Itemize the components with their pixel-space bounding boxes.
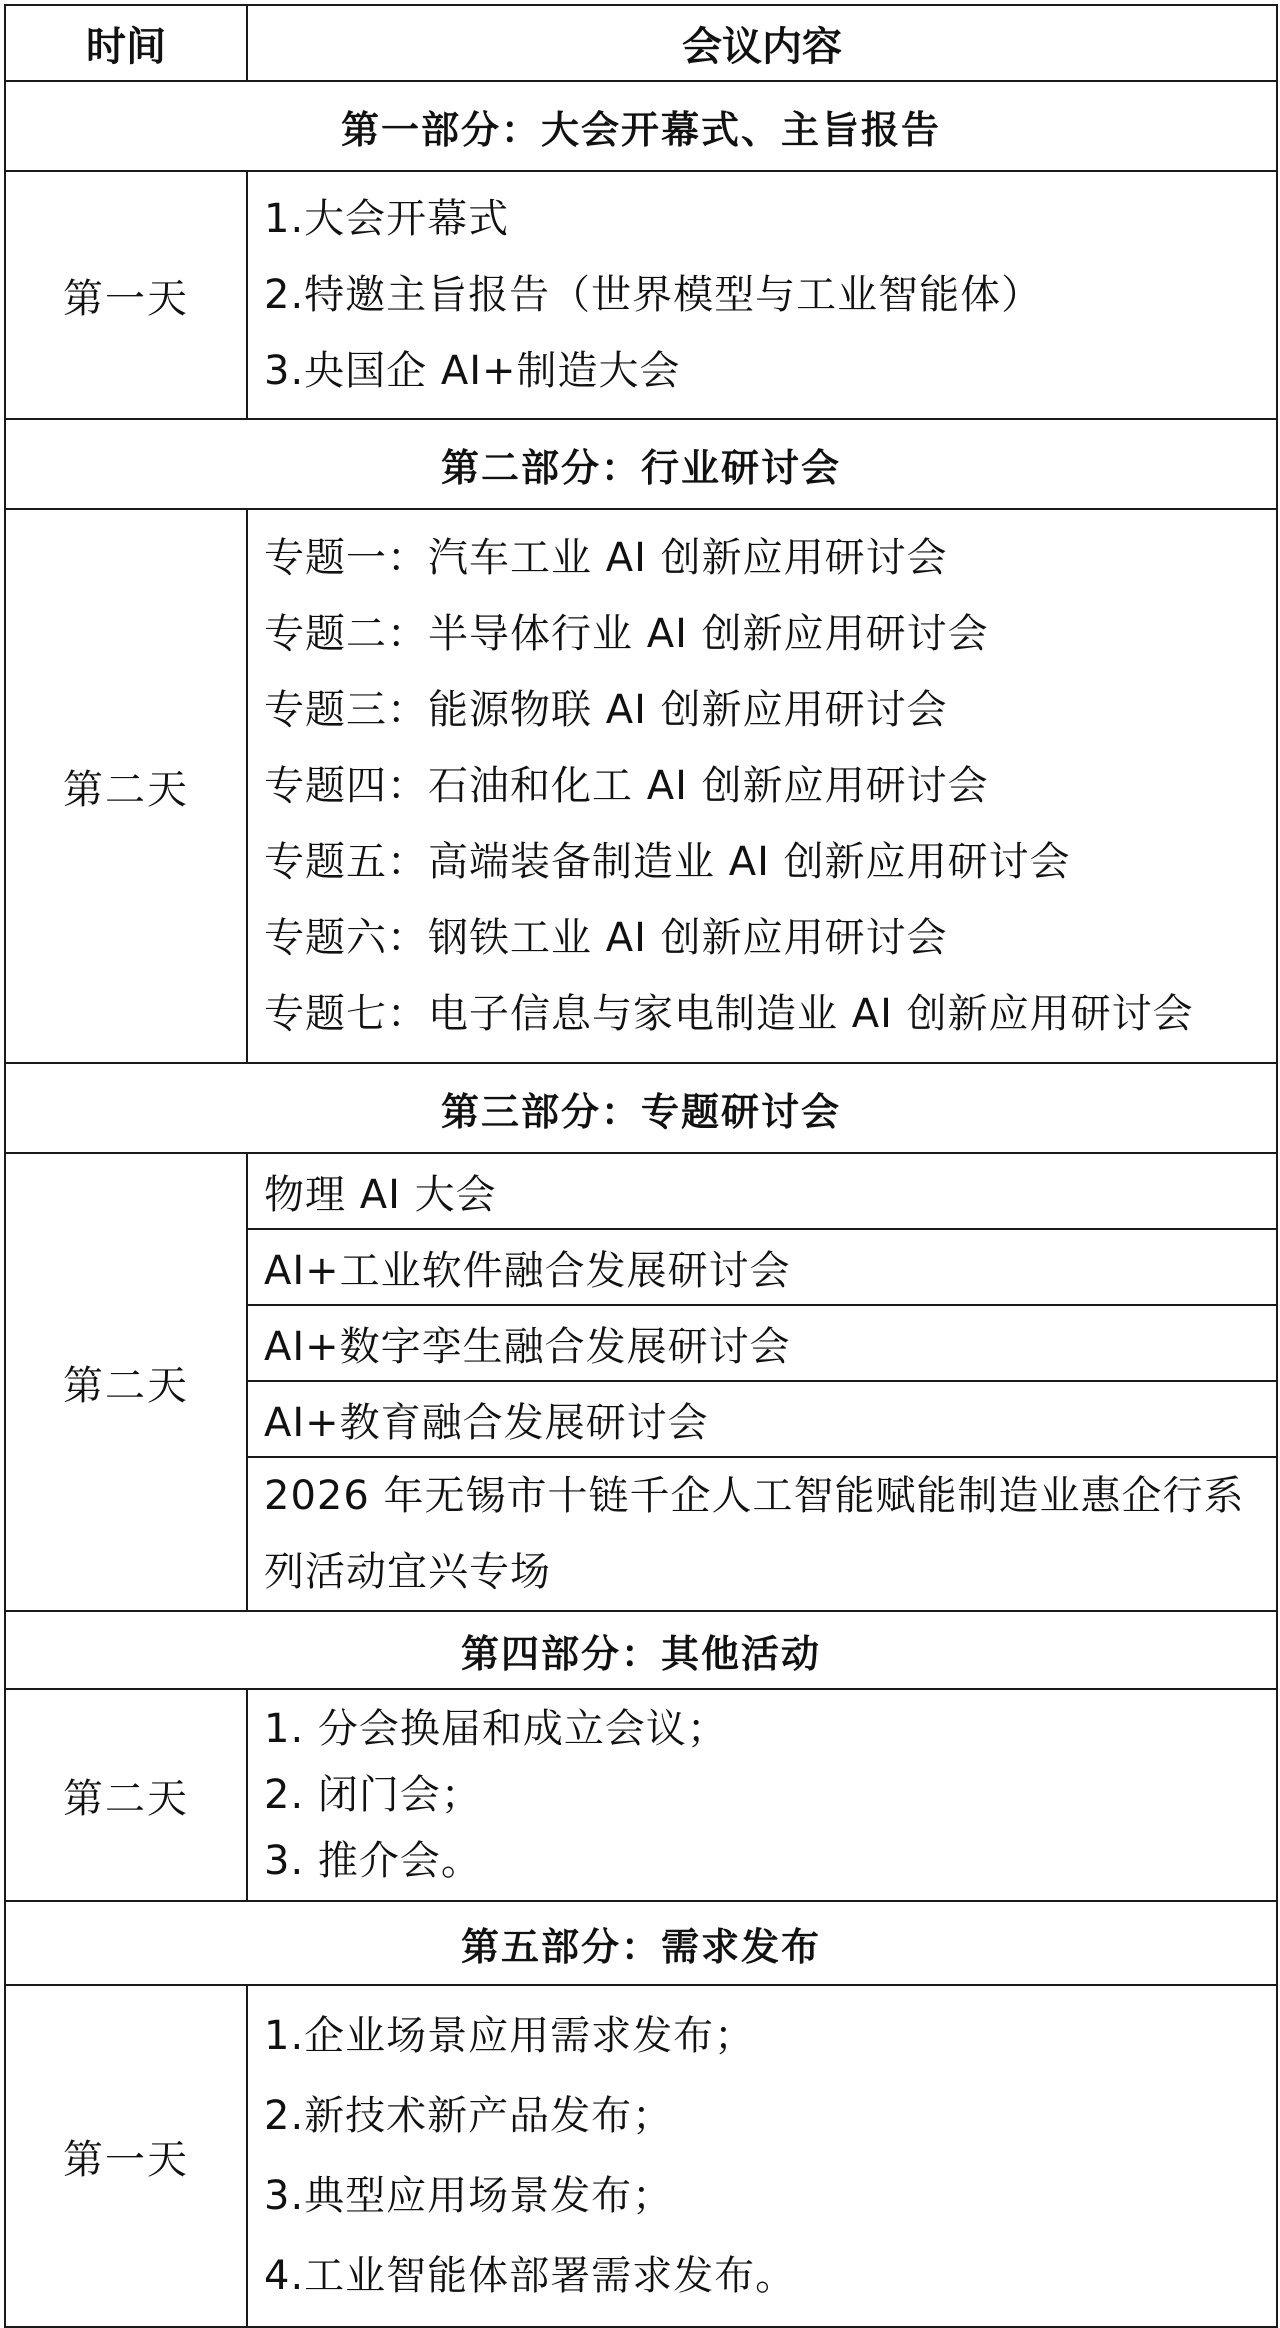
list-item: 物理 AI 大会	[247, 1153, 1277, 1229]
list-item: 1.大会开幕式	[264, 196, 510, 242]
list-item: 2.新技术新产品发布；	[264, 2093, 674, 2139]
section-row-part3	[5, 1063, 1277, 1153]
table-row	[5, 1153, 1277, 1229]
section-title: 第四部分：其他活动	[5, 1611, 1277, 1689]
section-row-part4	[5, 1611, 1277, 1689]
day-label: 第一天	[5, 171, 247, 419]
list-item: 1. 分会换届和成立会议；	[264, 1706, 728, 1752]
list-item: 专题三：能源物联 AI 创新应用研讨会	[264, 687, 948, 733]
agenda-items	[247, 171, 1277, 419]
table-row	[5, 509, 1277, 1063]
content-column-header: 会议内容	[247, 5, 1277, 81]
list-item: 专题五：高端装备制造业 AI 创新应用研讨会	[264, 839, 1071, 885]
time-column-header: 时间	[5, 5, 247, 81]
section-title: 第三部分：专题研讨会	[5, 1063, 1277, 1153]
list-item: 专题四：石油和化工 AI 创新应用研讨会	[264, 763, 989, 809]
table-row	[5, 171, 1277, 419]
section-row-part1	[5, 81, 1277, 171]
list-item: 2026 年无锡市十链千企人工智能赋能制造业惠企行系列活动宜兴专场	[247, 1457, 1277, 1611]
section-title: 第一部分：大会开幕式、主旨报告	[5, 81, 1277, 171]
list-item: 2. 闭门会；	[264, 1772, 482, 1818]
list-item: 3.典型应用场景发布；	[264, 2173, 674, 2219]
list-item: 2.特邀主旨报告（世界模型与工业智能体）	[264, 272, 1043, 318]
day-label: 第一天	[5, 1985, 247, 2327]
section-title: 第五部分：需求发布	[5, 1901, 1277, 1985]
list-item: 专题二：半导体行业 AI 创新应用研讨会	[264, 611, 989, 657]
list-item: 专题六：钢铁工业 AI 创新应用研讨会	[264, 915, 948, 961]
list-item: AI+数字孪生融合发展研讨会	[247, 1305, 1277, 1381]
table-header-row	[5, 5, 1277, 81]
list-item: 3.央国企 AI+制造大会	[264, 348, 681, 394]
table-row	[5, 1985, 1277, 2327]
list-item: 专题一：汽车工业 AI 创新应用研讨会	[264, 535, 948, 581]
table-row	[5, 1689, 1277, 1901]
agenda-items	[247, 1985, 1277, 2327]
list-item: 4.工业智能体部署需求发布。	[264, 2253, 797, 2299]
list-item: AI+教育融合发展研讨会	[247, 1381, 1277, 1457]
section-row-part2	[5, 419, 1277, 509]
list-item: AI+工业软件融合发展研讨会	[247, 1229, 1277, 1305]
agenda-items	[247, 1689, 1277, 1901]
list-item: 专题七：电子信息与家电制造业 AI 创新应用研讨会	[264, 991, 1194, 1037]
list-item: 3. 推介会。	[264, 1838, 482, 1884]
meeting-schedule-table	[4, 4, 1278, 2328]
day-label: 第二天	[5, 509, 247, 1063]
section-row-part5	[5, 1901, 1277, 1985]
list-item: 1.企业场景应用需求发布；	[264, 2013, 756, 2059]
day-label: 第二天	[5, 1153, 247, 1611]
section-title: 第二部分：行业研讨会	[5, 419, 1277, 509]
day-label: 第二天	[5, 1689, 247, 1901]
agenda-items	[247, 509, 1277, 1063]
